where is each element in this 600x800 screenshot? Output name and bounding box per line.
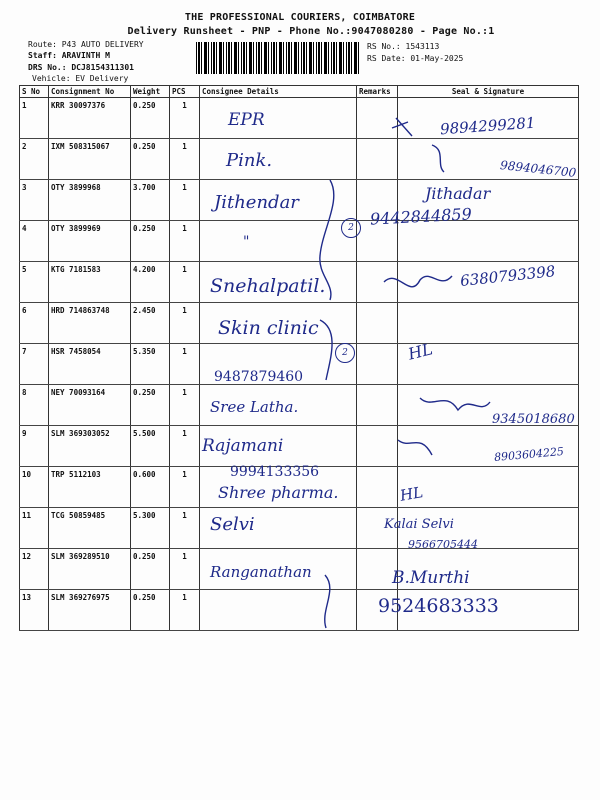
row-weight: 0.600	[131, 467, 170, 508]
row-pcs: 1	[170, 262, 200, 303]
row-weight: 4.200	[131, 262, 170, 303]
row-consignment: HSR 7458054	[49, 344, 131, 385]
row-pcs: 1	[170, 549, 200, 590]
col-seal: Seal & Signature	[398, 86, 579, 98]
row-sno: 8	[20, 385, 49, 426]
hw-r2-phone: 9894046700	[499, 158, 577, 180]
stamp-mark: 2	[341, 218, 361, 238]
staff-value: ARAVINTH M	[61, 51, 110, 60]
row-pcs: 1	[170, 385, 200, 426]
row-consignment: SLM 369276975	[49, 590, 131, 631]
ink-sign-8	[420, 398, 490, 410]
hw-r9-phone: 8903604225	[493, 444, 565, 465]
hw-r11-name: Selvi	[210, 514, 255, 535]
rs-date-value: 01-May-2025	[410, 54, 464, 63]
ink-sign-9	[398, 440, 432, 455]
hw-r1-name: EPR	[228, 110, 265, 130]
row-weight: 3.700	[131, 180, 170, 221]
route-label: Route:	[28, 40, 57, 49]
row-pcs: 1	[170, 221, 200, 262]
hw-r4-name: "	[243, 234, 250, 250]
row-pcs: 1	[170, 180, 200, 221]
row-consignment: HRD 714863748	[49, 303, 131, 344]
row-weight: 0.250	[131, 98, 170, 139]
hw-r2-name: Pink.	[226, 150, 273, 171]
hw-r7-phone: 9487879460	[214, 369, 304, 385]
row-weight: 0.250	[131, 221, 170, 262]
row-weight: 2.450	[131, 303, 170, 344]
row-pcs: 1	[170, 590, 200, 631]
row-sno: 11	[20, 508, 49, 549]
hw-r8-phone: 9345018680	[492, 412, 575, 427]
row-sno: 2	[20, 139, 49, 180]
route-value: P43 AUTO DELIVERY	[61, 40, 144, 49]
row-sno: 5	[20, 262, 49, 303]
row-sno: 1	[20, 98, 49, 139]
staff-label: Staff:	[28, 51, 57, 60]
hw-r12-name: Ranganathan	[210, 563, 312, 581]
row-sno: 10	[20, 467, 49, 508]
rs-date-label: RS Date:	[367, 54, 406, 63]
row-consignment: NEY 70093164	[49, 385, 131, 426]
row-consignment: OTY 3899968	[49, 180, 131, 221]
row-sno: 6	[20, 303, 49, 344]
hw-r11-sign: Kalai Selvi	[384, 517, 454, 532]
row-weight: 0.250	[131, 590, 170, 631]
company-title: THE PROFESSIONAL COURIERS, COIMBATORE	[184, 12, 416, 23]
row-consignment: KRR 30097376	[49, 98, 131, 139]
hw-r5-name: Snehalpatil.	[210, 275, 326, 297]
vehicle-label: Vehicle:	[32, 74, 71, 83]
hw-r10-name: Shree pharma.	[218, 483, 339, 502]
ink-sign-2	[432, 145, 444, 172]
row-consignment: TRP 5112103	[49, 467, 131, 508]
row-sno: 7	[20, 344, 49, 385]
hw-r8-name: Sree Latha.	[210, 398, 299, 416]
hw-r1-phone: 9894299281	[439, 113, 536, 139]
row-pcs: 1	[170, 303, 200, 344]
row-sno: 4	[20, 221, 49, 262]
hw-r3-name: Jithendar	[214, 192, 299, 213]
row-pcs: 1	[170, 344, 200, 385]
runsheet-title: Delivery Runsheet - PNP - Phone No.:9047080280 - Page No.:1	[127, 26, 495, 37]
row-pcs: 1	[170, 467, 200, 508]
ink-bracket-3	[325, 575, 330, 628]
ink-bracket-1	[320, 180, 334, 300]
col-pcs: PCS	[170, 86, 200, 98]
col-consignee: Consignee Details	[200, 86, 357, 98]
hw-r6-name: Skin clinic	[218, 317, 319, 339]
hw-r10-sign: HL	[398, 483, 425, 505]
hw-r10-phone: 9994133356	[230, 464, 320, 480]
hw-r12-phone: 9524683333	[378, 595, 499, 617]
hw-r3-sign: Jithadar	[425, 184, 491, 203]
row-sno: 12	[20, 549, 49, 590]
row-pcs: 1	[170, 426, 200, 467]
row-consignment: OTY 3899969	[49, 221, 131, 262]
row-consignment: SLM 369303052	[49, 426, 131, 467]
row-weight: 5.300	[131, 508, 170, 549]
hw-r5-phone: 6380793398	[459, 262, 557, 290]
row-weight: 5.500	[131, 426, 170, 467]
row-pcs: 1	[170, 508, 200, 549]
row-consignment: IXM 508315067	[49, 139, 131, 180]
col-weight: Weight	[131, 86, 170, 98]
row-weight: 0.250	[131, 385, 170, 426]
hw-r11-phone: 9566705444	[408, 538, 478, 551]
ink-sign-1	[392, 118, 412, 136]
hw-r3-phone: 9442844859	[369, 204, 473, 229]
drs-value: DCJ8154311301	[71, 63, 134, 72]
col-sno: S No	[20, 86, 49, 98]
stamp-mark-2: 2	[335, 343, 355, 363]
ink-bracket-2	[320, 320, 332, 380]
row-consignment: KTG 7181583	[49, 262, 131, 303]
hw-r9-name: Rajamani	[202, 436, 284, 456]
col-consignment: Consignment No	[49, 86, 131, 98]
col-remarks: Remarks	[357, 86, 398, 98]
row-sno: 13	[20, 590, 49, 631]
row-pcs: 1	[170, 98, 200, 139]
row-weight: 0.250	[131, 549, 170, 590]
drs-label: DRS No.:	[28, 63, 67, 72]
vehicle-value: EV Delivery	[75, 74, 129, 83]
row-weight: 0.250	[131, 139, 170, 180]
rs-no-label: RS No.:	[367, 42, 401, 51]
row-sno: 9	[20, 426, 49, 467]
row-sno: 3	[20, 180, 49, 221]
ink-sign-5	[384, 276, 452, 287]
row-weight: 5.350	[131, 344, 170, 385]
row-pcs: 1	[170, 139, 200, 180]
rs-no-value: 1543113	[405, 42, 440, 51]
hw-r12-sign: B.Murthi	[392, 568, 470, 588]
hw-r7-sign: HL	[406, 339, 435, 364]
row-consignment: SLM 369289510	[49, 549, 131, 590]
row-consignment: TCG 50859485	[49, 508, 131, 549]
